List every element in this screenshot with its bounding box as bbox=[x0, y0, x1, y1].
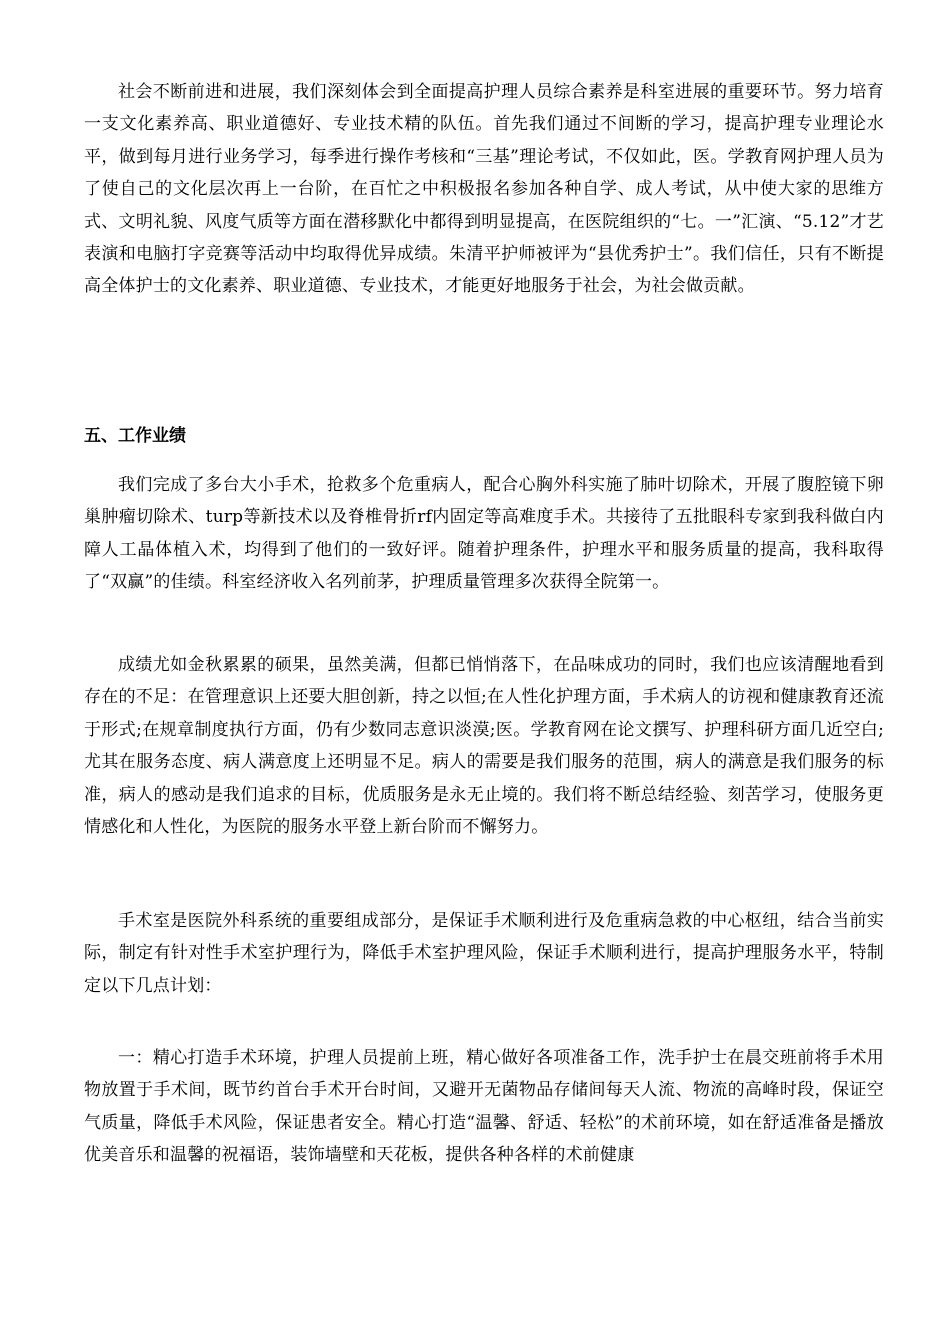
body-paragraph: 一：精心打造手术环境，护理人员提前上班，精心做好各项准备工作，洗手护士在晨交班前将手术用物放置于手术间，既节约首台手术开台时间，又避开无菌物品存储间每天人流、物流的高峰时段，保证空气质量，降低手术风险，保证患者安全。精心打造“温馨、舒适、轻松”的术前环境，如在舒适准备是播放优美音乐和温馨的祝福语，装饰墙壁和天花板，提供各种各样的术前健康 bbox=[84, 1048, 884, 1166]
body-paragraph: 手术室是医院外科系统的重要组成部分，是保证手术顺利进行及危重病急救的中心枢纽，结合当前实际，制定有针对性手术室护理行为，降低手术室护理风险，保证手术顺利进行，提高护理服务水平，特制定以下几点计划： bbox=[84, 911, 884, 996]
body-paragraph: 我们完成了多台大小手术，抢救多个危重病人，配合心胸外科实施了肺叶切除术，开展了腹腔镜下卵巢肿瘤切除术、turp等新技术以及脊椎骨折rf内固定等高难度手术。共接待了五批眼科专家到我科做白内障人工晶体植入术，均得到了他们的一致好评。随着护理条件，护理水平和服务质量的提高，我科取得了“双赢”的佳绩。科室经济收入名列前茅，护理质量管理多次获得全院第一。 bbox=[84, 475, 884, 593]
section-heading: 五、工作业绩 bbox=[84, 426, 186, 446]
body-paragraph: 社会不断前进和进展，我们深刻体会到全面提高护理人员综合素养是科室进展的重要环节。努力培育一支文化素养高、职业道德好、专业技术精的队伍。首先我们通过不间断的学习，提高护理专业理论水平，做到每月进行业务学习，每季进行操作考核和“三基”理论考试，不仅如此，医。学教育网护理人员为了使自己的文化层次再上一台阶，在百忙之中积极报名参加各种自学、成人考试，从中使大家的思维方式、文明礼貌、风度气质等方面在潜移默化中都得到明显提高，在医院组织的“七。一”汇演、“5.12”才艺表演和电脑打字竞赛等活动中均取得优异成绩。朱清平护师被评为“县优秀护士”。我们信任，只有不断提高全体护士的文化素养、职业道德、专业技术，才能更好地服务于社会，为社会做贡献。 bbox=[84, 82, 884, 297]
body-paragraph: 成绩尤如金秋累累的硕果，虽然美满，但都已悄悄落下，在品味成功的同时，我们也应该清醒地看到存在的不足：在管理意识上还要大胆创新，持之以恒;在人性化护理方面，手术病人的访视和健康教育还流于形式;在规章制度执行方面，仍有少数同志意识淡漠;医。学教育网在论文撰写、护理科研方面几近空白;尤其在服务态度、病人满意度上还明显不足。病人的需要是我们服务的范围，病人的满意是我们服务的标准，病人的感动是我们追求的目标，优质服务是永无止境的。我们将不断总结经验、刻苦学习，使服务更情感化和人性化，为医院的服务水平登上新台阶而不懈努力。 bbox=[84, 655, 884, 838]
